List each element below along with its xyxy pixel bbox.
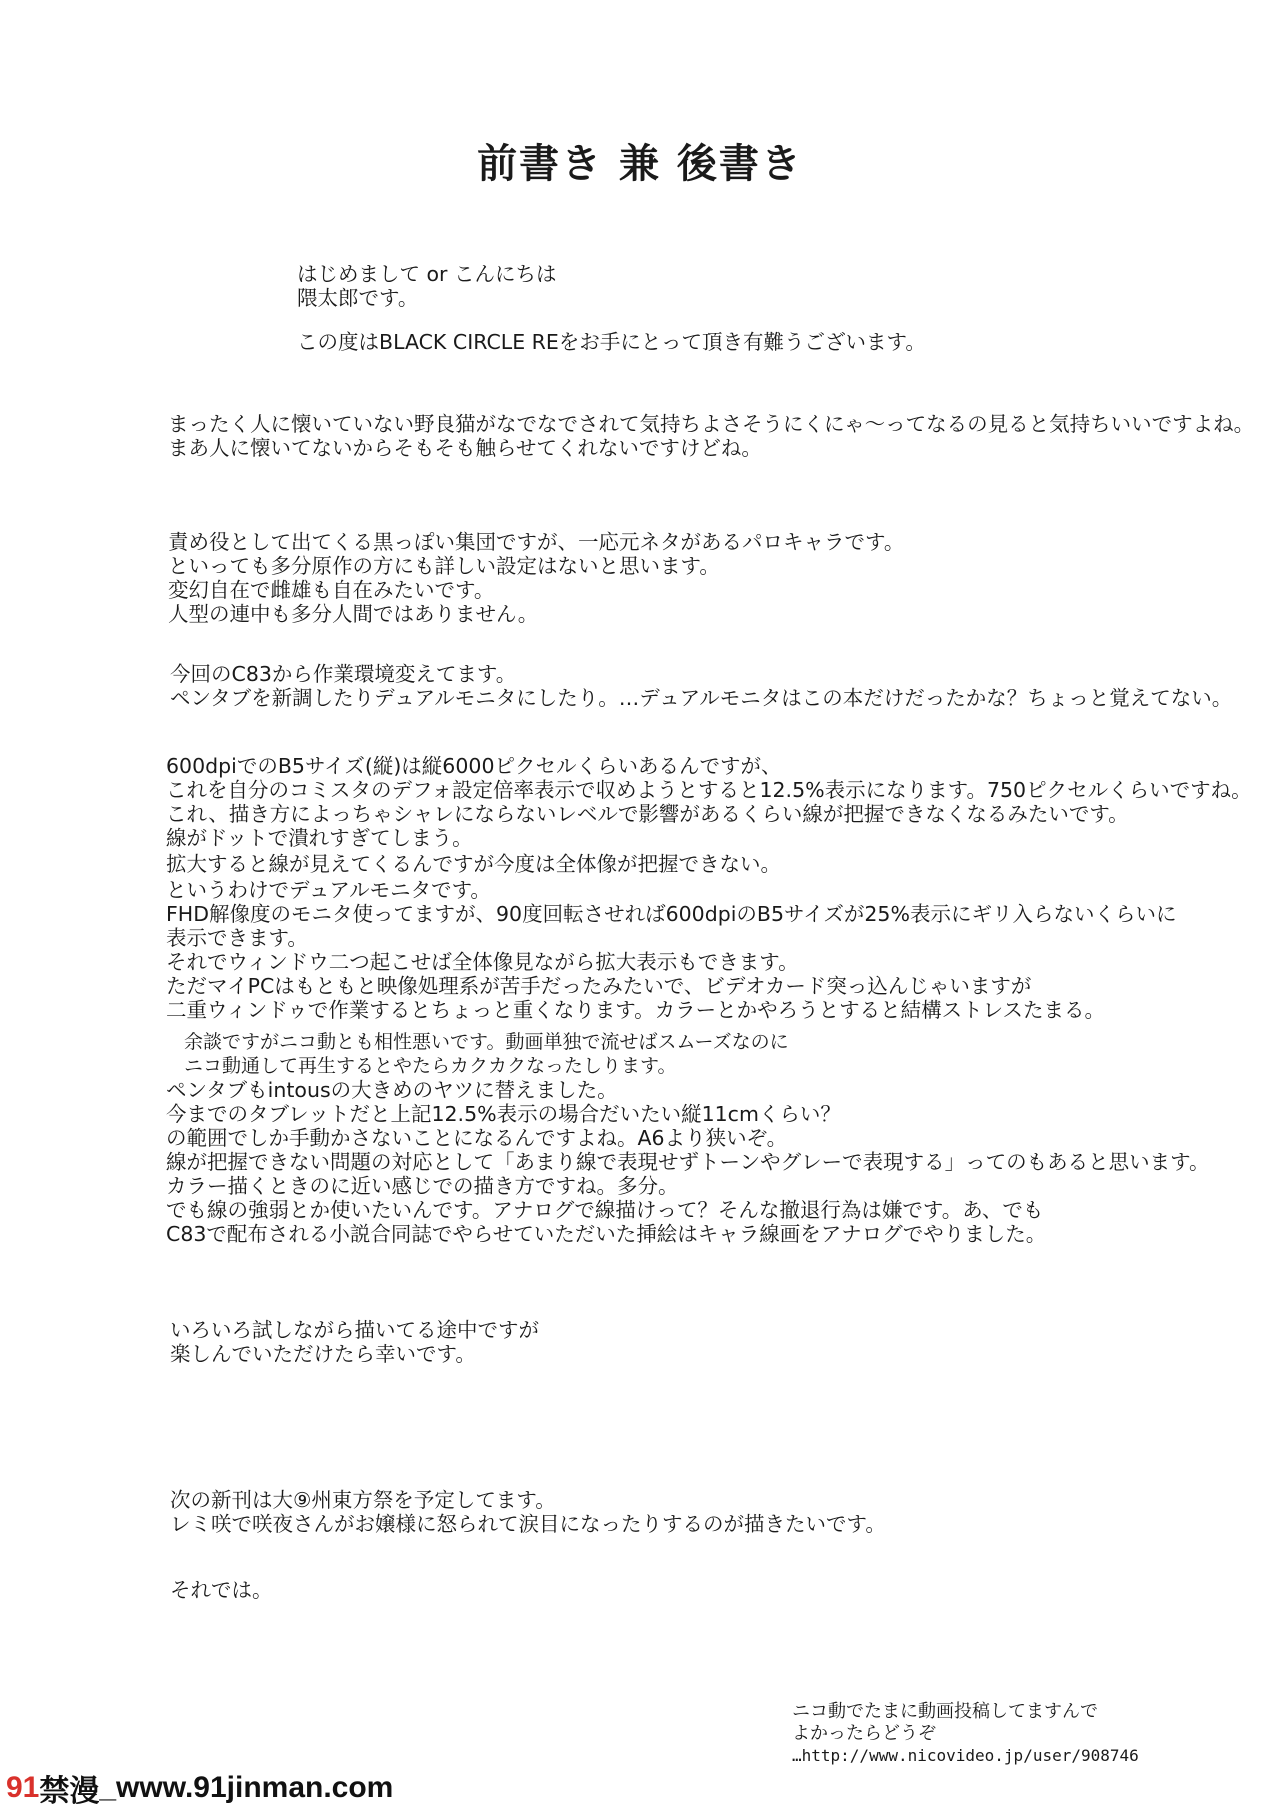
text-line: 今回のC83から作業環境変えてます。 — [170, 662, 517, 686]
text-line: 表示できます。 — [166, 926, 308, 950]
text-line: 今までのタブレットだと上記12.5%表示の場合だいたい縦11cmくらい？ — [166, 1102, 841, 1126]
text-line: カラー描くときのに近い感じでの描き方ですね。多分。 — [166, 1174, 679, 1198]
watermark-text: 禁漫 — [39, 1775, 100, 1808]
watermark-number: 91 — [6, 1771, 40, 1804]
text-line: 変幻自在で雌雄も自在みたいです。 — [168, 578, 495, 602]
text-line: 次の新刊は大⑨州東方祭を予定してます。 — [170, 1488, 556, 1512]
text-line: この度はBLACK CIRCLE REをお手にとって頂き有難うございます。 — [297, 330, 926, 354]
watermark-url: _www.91jinman.com — [99, 1771, 394, 1804]
text-line: これを自分のコミスタのデフォ設定倍率表示で収めようとすると12.5%表示になります。750ピクセルくらいですね。 — [166, 778, 1252, 802]
text-line: 人型の連中も多分人間ではありません。 — [168, 602, 539, 626]
text-line: これ、描き方によっちゃシャレにならないレベルで影響があるくらい線が把握できなくなるみたいです。 — [166, 802, 1129, 826]
footer-note-url: …http://www.nicovideo.jp/user/908746 — [792, 1746, 1139, 1765]
text-line: ニコ動通して再生するとやたらカクカクなったしります。 — [184, 1055, 677, 1077]
text-line: 責め役として出てくる黒っぽい集団ですが、一応元ネタがあるパロキャラです。 — [168, 530, 905, 554]
text-line: FHD解像度のモニタ使ってますが、90度回転させれば600dpiのB5サイズが25%表示にギリ入らないくらいに — [166, 902, 1177, 926]
text-line: でも線の強弱とか使いたいんです。アナログで線描けって？そんな撤退行為は嫌です。あ、でも — [166, 1198, 1044, 1222]
text-line: まったく人に懐いていない野良猫がなでなでされて気持ちよさそうにくにゃ～ってなるの見ると気持ちいいですよね。 — [168, 412, 1255, 436]
page-title: 前書き 兼 後書き — [477, 141, 803, 187]
text-line: 余談ですがニコ動とも相性悪いです。動画単独で流せばスムーズなのに — [184, 1031, 789, 1053]
text-line: というわけでデュアルモニタです。 — [166, 878, 491, 902]
site-watermark — [0, 1768, 403, 1808]
text-line: 線が把握できない問題の対応として「あまり線で表現せずトーンやグレーで表現する」ってのもあると思います。 — [166, 1150, 1210, 1174]
text-line: 楽しんでいただけたら幸いです。 — [170, 1342, 476, 1366]
text-line: 線がドットで潰れすぎてしまう。 — [166, 826, 473, 850]
text-line: の範囲でしか手動かさないことになるんですよね。A6より狭いぞ。 — [166, 1126, 788, 1150]
footer-note-line: よかったらどうぞ — [792, 1723, 936, 1744]
text-line: ペンタブもintousの大きめのヤツに替えました。 — [166, 1078, 618, 1102]
text-line: といっても多分原作の方にも詳しい設定はないと思います。 — [168, 554, 720, 578]
text-line: C83で配布される小説合同誌でやらせていただいた挿絵はキャラ線画をアナログでやりました。 — [166, 1222, 1047, 1246]
text-line: いろいろ試しながら描いてる途中ですが — [170, 1318, 539, 1342]
text-line: 拡大すると線が見えてくるんですが今度は全体像が把握できない。 — [166, 852, 781, 876]
text-line: 隈太郎です。 — [297, 286, 419, 310]
text-line: はじめまして or こんにちは — [297, 262, 557, 286]
text-line: 600dpiでのB5サイズ(縦)は縦6000ピクセルくらいあるんですが、 — [166, 754, 782, 778]
text-line: レミ咲で咲夜さんがお嬢様に怒られて涙目になったりするのが描きたいです。 — [170, 1512, 886, 1536]
text-line: ただマイPCはもともと映像処理系が苦手だったみたいで、ビデオカード突っ込んじゃいますが — [166, 974, 1032, 998]
text-line: ペンタブを新調したりデュアルモニタにしたり。…デュアルモニタはこの本だけだったかな？ちょっと覚えてない。 — [170, 686, 1233, 710]
footer-note-line: ニコ動でたまに動画投稿してますんで — [792, 1701, 1098, 1722]
text-line: まあ人に懐いてないからそもそも触らせてくれないですけどね。 — [168, 436, 762, 460]
text-line: それでウィンドウ二つ起こせば全体像見ながら拡大表示もできます。 — [166, 950, 799, 974]
text-line: それでは。 — [170, 1578, 273, 1602]
text-line: 二重ウィンドゥで作業するとちょっと重くなります。カラーとかやろうとすると結構ストレスたまる。 — [166, 998, 1105, 1022]
